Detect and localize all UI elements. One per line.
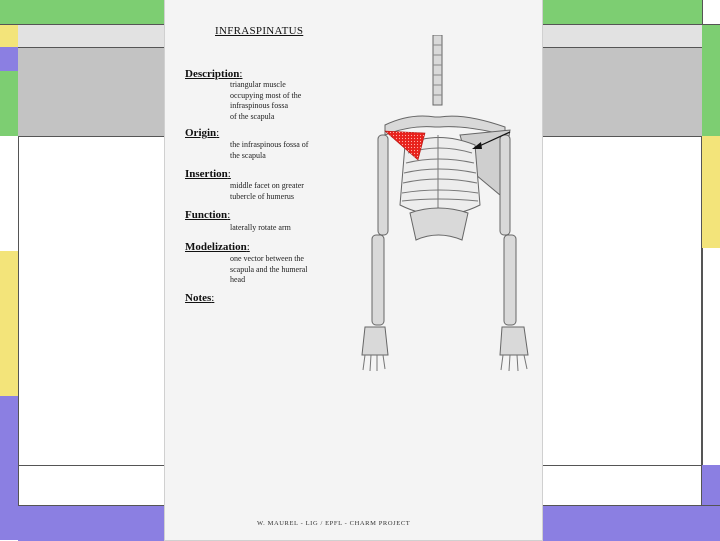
left-humerus: [378, 135, 388, 235]
frame-gray-band-right: [542, 48, 702, 137]
modelization-heading: Modelization:: [185, 241, 250, 253]
skeleton-illustration: [350, 35, 540, 375]
function-text: laterally rotate arm: [230, 223, 291, 232]
right-forearm: [504, 235, 516, 325]
frame-light-band-right: [542, 25, 702, 48]
frame-left-yellow-2: [0, 251, 18, 396]
frame-vertical-line-left: [18, 136, 19, 540]
frame-top-right-square: [702, 0, 720, 24]
left-hand: [362, 327, 388, 355]
frame-top-green-bar: [18, 0, 165, 24]
right-hand: [500, 327, 528, 355]
notes-heading: Notes:: [185, 292, 215, 304]
frame-right-yellow: [702, 136, 720, 248]
left-fingers: [363, 355, 385, 371]
description-heading: Description:: [185, 68, 243, 80]
frame-vertical-line-right: [701, 136, 702, 540]
page-title: INFRASPINATUS: [215, 25, 304, 37]
origin-heading: Origin:: [185, 127, 220, 139]
frame-left-purple-2: [0, 396, 18, 540]
left-forearm: [372, 235, 384, 325]
frame-left-green-tall: [0, 71, 18, 136]
origin-text: the infraspinous fossa of the scapula: [230, 140, 309, 160]
footer-credit: W. MAUREL - LIG / EPFL - CHARM PROJECT: [257, 520, 411, 527]
frame-top-green-left: [0, 0, 18, 24]
frame-right-purple: [702, 465, 720, 505]
pelvis: [410, 208, 468, 240]
insertion-text: middle facet on greater tubercle of humerus: [230, 181, 304, 201]
frame-top-green-bar-right: [542, 0, 702, 24]
right-humerus: [500, 135, 510, 235]
frame-light-band-left: [18, 25, 165, 48]
frame-left-yellow-1: [0, 25, 18, 47]
frame-right-green-tall: [702, 25, 720, 136]
frame-right-white: [702, 248, 720, 465]
frame-bottom-purple-right: [542, 505, 720, 541]
modelization-text: one vector between the scapula and the humeral head: [230, 254, 308, 284]
frame-bottom-purple-left: [18, 505, 165, 541]
insertion-heading: Insertion:: [185, 168, 231, 180]
description-text: triangular muscle occupying most of the infraspinous fossa of the scapula: [230, 80, 302, 121]
frame-left-white: [0, 136, 19, 251]
frame-gray-band-left: [18, 48, 165, 137]
right-fingers: [501, 355, 527, 371]
function-heading: Function:: [185, 209, 231, 221]
frame-left-purple-1: [0, 47, 18, 71]
